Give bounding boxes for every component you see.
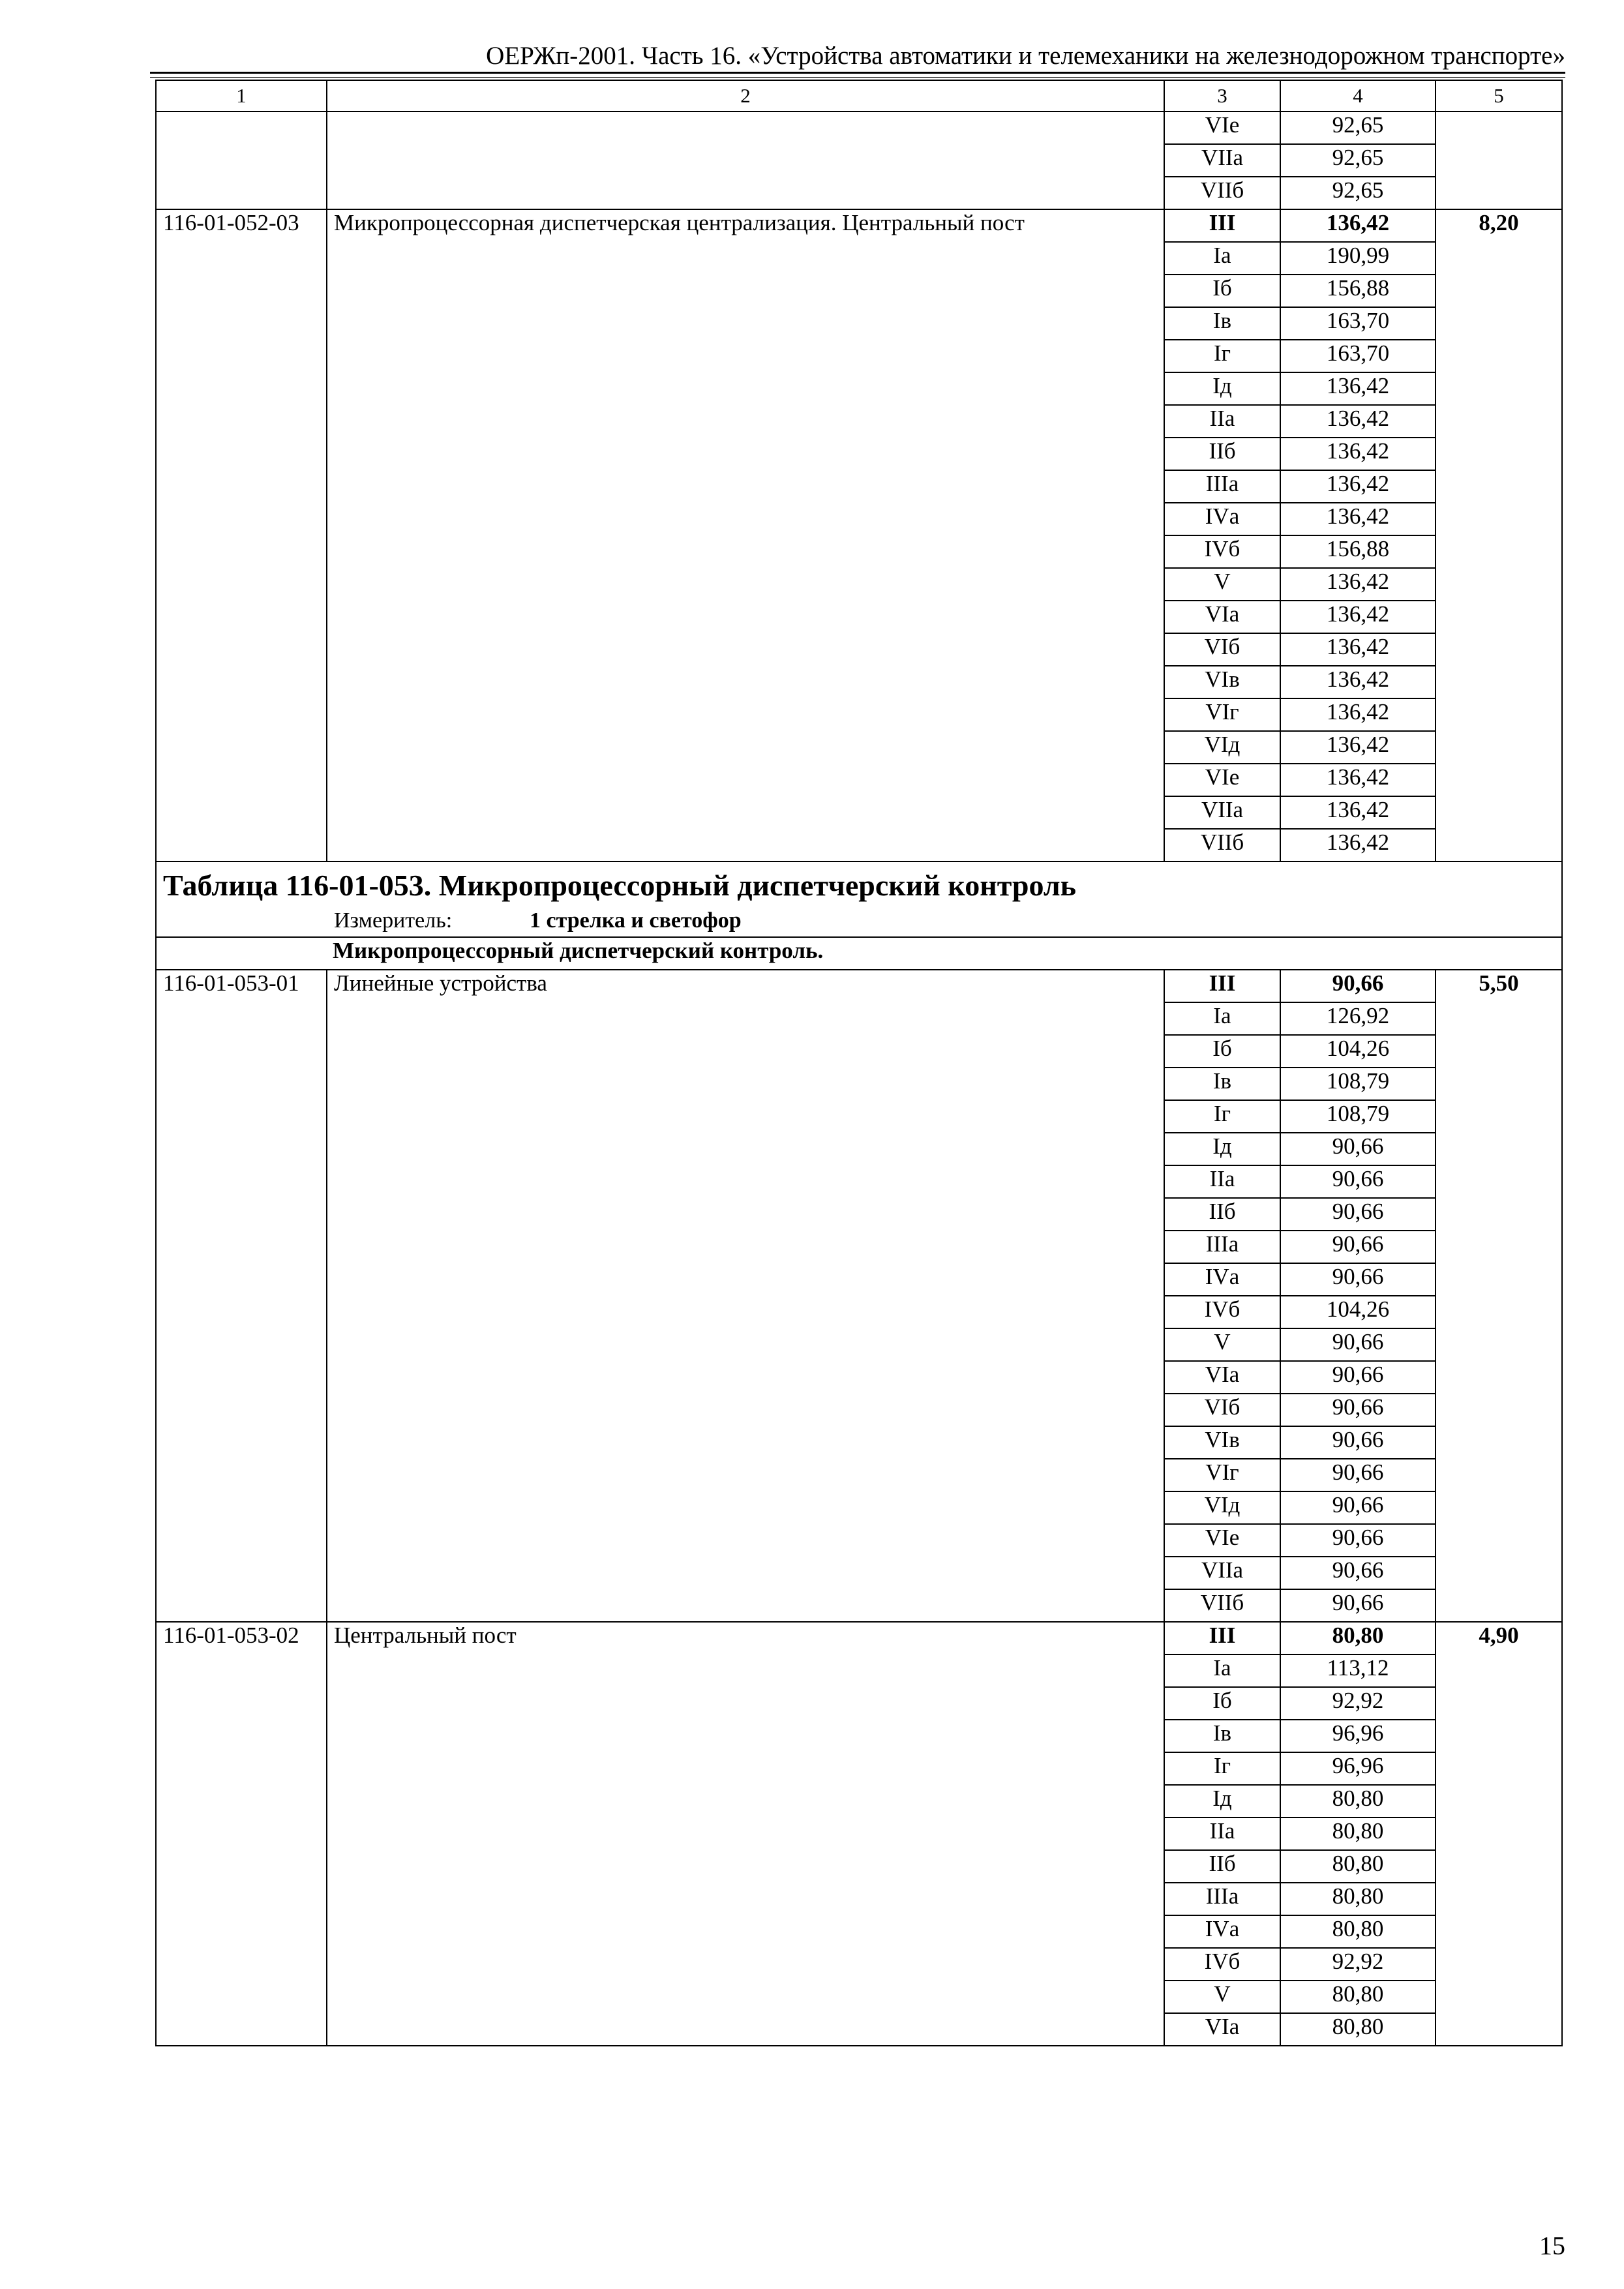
- zone-cell: VIIб: [1164, 177, 1280, 209]
- page-number: 15: [1539, 2231, 1565, 2260]
- col5-value: 4,90: [1436, 1622, 1562, 2046]
- zone-cell: IIа: [1164, 1165, 1280, 1198]
- value-cell: 136,42: [1280, 829, 1436, 861]
- value-cell: 80,80: [1280, 1915, 1436, 1948]
- item-code: 116-01-052-03: [156, 209, 327, 861]
- value-cell: 90,66: [1280, 1394, 1436, 1426]
- zone-cell: VIб: [1164, 633, 1280, 666]
- zone-cell: Iв: [1164, 1068, 1280, 1100]
- header-rule: [150, 72, 1565, 74]
- zone-cell: IIа: [1164, 1818, 1280, 1850]
- zone-cell: VIа: [1164, 1361, 1280, 1394]
- zone-cell: VIд: [1164, 1491, 1280, 1524]
- value-cell: 136,42: [1280, 372, 1436, 405]
- zone-cell: V: [1164, 1328, 1280, 1361]
- column-number-3: 3: [1164, 80, 1280, 112]
- zone-cell: V: [1164, 568, 1280, 601]
- zone-cell: VIе: [1164, 1524, 1280, 1557]
- zone-cell: VIб: [1164, 1394, 1280, 1426]
- zone-cell: VIIб: [1164, 1589, 1280, 1622]
- value-cell: 136,42: [1280, 633, 1436, 666]
- value-cell: 163,70: [1280, 307, 1436, 340]
- value-cell: 136,42: [1280, 666, 1436, 698]
- col5-value: 5,50: [1436, 970, 1562, 1622]
- zone-cell: VIIб: [1164, 829, 1280, 861]
- header-rule-thin: [150, 77, 1565, 78]
- zone-cell: IIIа: [1164, 1231, 1280, 1263]
- zone-cell: IIа: [1164, 405, 1280, 438]
- value-cell: 92,65: [1280, 177, 1436, 209]
- item-name: Микропроцессорная диспетчерская централизация. Центральный пост: [327, 209, 1164, 861]
- value-cell: 104,26: [1280, 1296, 1436, 1328]
- value-cell: 96,96: [1280, 1752, 1436, 1785]
- value-cell: 136,42: [1280, 209, 1436, 242]
- value-cell: 136,42: [1280, 568, 1436, 601]
- section-title: Микропроцессорный диспетчерский контроль.: [156, 937, 1562, 970]
- zone-cell: III: [1164, 209, 1280, 242]
- zone-cell: Iд: [1164, 1785, 1280, 1818]
- table-row: [156, 970, 1562, 1002]
- value-cell: 90,66: [1280, 1459, 1436, 1491]
- column-number-2: 2: [327, 80, 1164, 112]
- value-cell: 136,42: [1280, 405, 1436, 438]
- zone-cell: VIIа: [1164, 796, 1280, 829]
- value-cell: 90,66: [1280, 1426, 1436, 1459]
- table-row: [156, 1622, 1562, 1654]
- value-cell: 136,42: [1280, 503, 1436, 535]
- zone-cell: Iа: [1164, 1654, 1280, 1687]
- table-row: [156, 112, 1562, 144]
- zone-cell: VIг: [1164, 1459, 1280, 1491]
- zone-cell: VIв: [1164, 1426, 1280, 1459]
- zone-cell: IIб: [1164, 1850, 1280, 1883]
- value-cell: 80,80: [1280, 1850, 1436, 1883]
- zone-cell: III: [1164, 970, 1280, 1002]
- zone-cell: VIд: [1164, 731, 1280, 764]
- zone-cell: IVа: [1164, 1915, 1280, 1948]
- value-cell: 163,70: [1280, 340, 1436, 372]
- zone-cell: VIIа: [1164, 1557, 1280, 1589]
- zone-cell: VIг: [1164, 698, 1280, 731]
- col5-value: 8,20: [1436, 209, 1562, 861]
- zone-cell: Iв: [1164, 307, 1280, 340]
- value-cell: 90,66: [1280, 1263, 1436, 1296]
- zone-cell: Iб: [1164, 275, 1280, 307]
- value-cell: 113,12: [1280, 1654, 1436, 1687]
- col5-value: [1436, 112, 1562, 209]
- value-cell: 90,66: [1280, 1557, 1436, 1589]
- rates-table-body: [156, 80, 1562, 2046]
- page-header: ОЕРЖп-2001. Часть 16. «Устройства автоматики и телемеханики на железнодорожном транспорте»: [486, 42, 1565, 70]
- value-cell: 190,99: [1280, 242, 1436, 275]
- value-cell: 90,66: [1280, 1231, 1436, 1263]
- value-cell: 80,80: [1280, 1883, 1436, 1915]
- value-cell: 136,42: [1280, 731, 1436, 764]
- column-number-4: 4: [1280, 80, 1436, 112]
- value-cell: 90,66: [1280, 1133, 1436, 1165]
- zone-cell: VIа: [1164, 2013, 1280, 2046]
- value-cell: 80,80: [1280, 1981, 1436, 2013]
- zone-cell: Iв: [1164, 1720, 1280, 1752]
- zone-cell: VIе: [1164, 112, 1280, 144]
- value-cell: 156,88: [1280, 535, 1436, 568]
- table-row: [156, 209, 1562, 242]
- zone-cell: VIе: [1164, 764, 1280, 796]
- value-cell: 80,80: [1280, 2013, 1436, 2046]
- table-title-row: [156, 861, 1562, 937]
- column-number-row: [156, 80, 1562, 112]
- value-cell: 156,88: [1280, 275, 1436, 307]
- zone-cell: Iд: [1164, 372, 1280, 405]
- value-cell: 90,66: [1280, 970, 1436, 1002]
- value-cell: 136,42: [1280, 796, 1436, 829]
- value-cell: 126,92: [1280, 1002, 1436, 1035]
- zone-cell: IIIа: [1164, 1883, 1280, 1915]
- column-number-5: 5: [1436, 80, 1562, 112]
- value-cell: 80,80: [1280, 1622, 1436, 1654]
- value-cell: 90,66: [1280, 1524, 1436, 1557]
- value-cell: 90,66: [1280, 1589, 1436, 1622]
- value-cell: 80,80: [1280, 1785, 1436, 1818]
- table-title: Таблица 116-01-053. Микропроцессорный диспетчерский контроль: [163, 869, 1076, 902]
- column-number-1: 1: [156, 80, 327, 112]
- item-code: [156, 112, 327, 209]
- zone-cell: IVб: [1164, 535, 1280, 568]
- zone-cell: VIа: [1164, 601, 1280, 633]
- table-title-cell: [156, 861, 1562, 937]
- value-cell: 90,66: [1280, 1198, 1436, 1231]
- measure-row: [163, 905, 1555, 936]
- value-cell: 108,79: [1280, 1100, 1436, 1133]
- zone-cell: Iб: [1164, 1687, 1280, 1720]
- zone-cell: Iг: [1164, 340, 1280, 372]
- measure-value: 1 стрелка и светофор: [530, 908, 742, 933]
- section-row: [156, 937, 1562, 970]
- zone-cell: Iд: [1164, 1133, 1280, 1165]
- zone-cell: III: [1164, 1622, 1280, 1654]
- value-cell: 90,66: [1280, 1361, 1436, 1394]
- zone-cell: IIб: [1164, 1198, 1280, 1231]
- zone-cell: IIIа: [1164, 470, 1280, 503]
- value-cell: 104,26: [1280, 1035, 1436, 1068]
- item-code: 116-01-053-02: [156, 1622, 327, 2046]
- value-cell: 92,65: [1280, 144, 1436, 177]
- value-cell: 136,42: [1280, 698, 1436, 731]
- value-cell: 136,42: [1280, 764, 1436, 796]
- value-cell: 96,96: [1280, 1720, 1436, 1752]
- zone-cell: IIб: [1164, 438, 1280, 470]
- zone-cell: Iа: [1164, 242, 1280, 275]
- value-cell: 90,66: [1280, 1165, 1436, 1198]
- item-name: Линейные устройства: [327, 970, 1164, 1622]
- zone-cell: IVа: [1164, 503, 1280, 535]
- value-cell: 92,65: [1280, 112, 1436, 144]
- item-name: Центральный пост: [327, 1622, 1164, 2046]
- zone-cell: Iг: [1164, 1100, 1280, 1133]
- zone-cell: V: [1164, 1981, 1280, 2013]
- item-name: [327, 112, 1164, 209]
- zone-cell: VIв: [1164, 666, 1280, 698]
- zone-cell: Iг: [1164, 1752, 1280, 1785]
- value-cell: 136,42: [1280, 601, 1436, 633]
- value-cell: 90,66: [1280, 1328, 1436, 1361]
- zone-cell: IVб: [1164, 1296, 1280, 1328]
- zone-cell: Iа: [1164, 1002, 1280, 1035]
- value-cell: 92,92: [1280, 1687, 1436, 1720]
- zone-cell: IVб: [1164, 1948, 1280, 1981]
- zone-cell: Iб: [1164, 1035, 1280, 1068]
- zone-cell: VIIа: [1164, 144, 1280, 177]
- measure-label: Измеритель:: [334, 908, 453, 933]
- value-cell: 108,79: [1280, 1068, 1436, 1100]
- value-cell: 90,66: [1280, 1491, 1436, 1524]
- value-cell: 136,42: [1280, 470, 1436, 503]
- value-cell: 92,92: [1280, 1948, 1436, 1981]
- value-cell: 80,80: [1280, 1818, 1436, 1850]
- value-cell: 136,42: [1280, 438, 1436, 470]
- rates-table: [155, 80, 1563, 2046]
- item-code: 116-01-053-01: [156, 970, 327, 1622]
- zone-cell: IVа: [1164, 1263, 1280, 1296]
